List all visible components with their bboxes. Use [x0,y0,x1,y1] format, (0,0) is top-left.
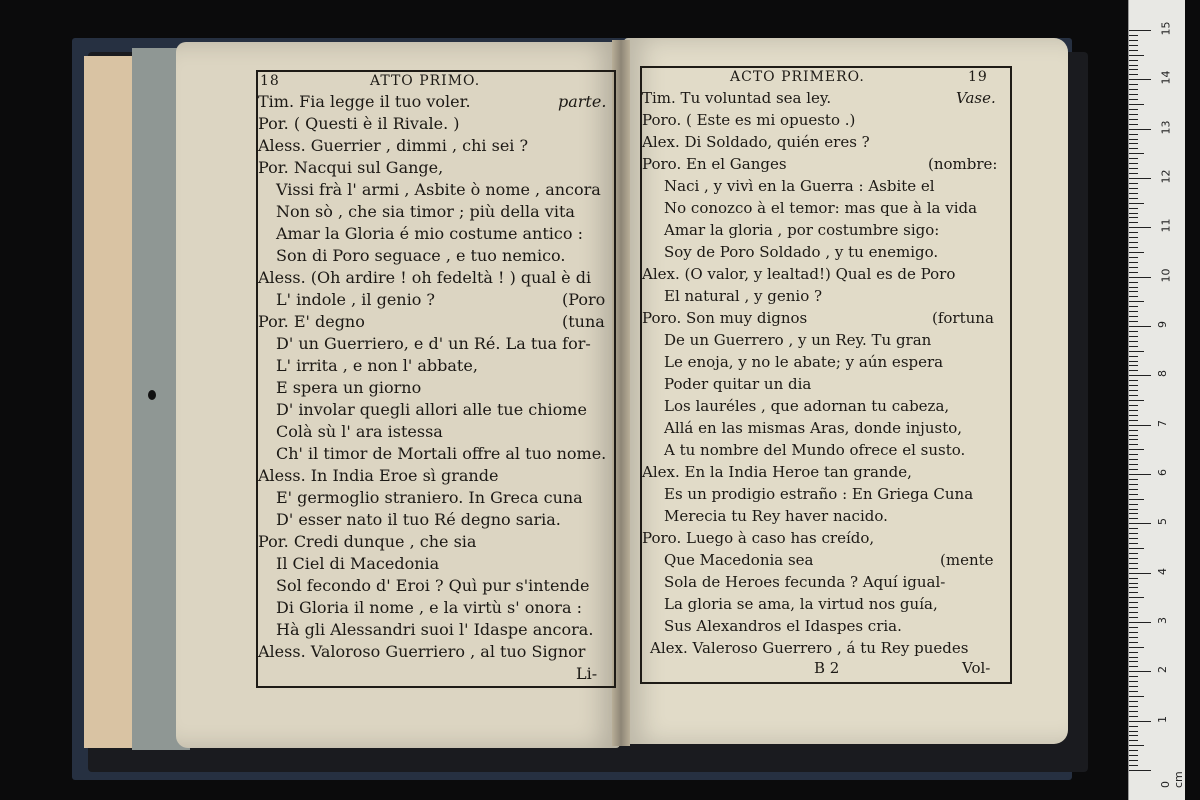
ruler-number: 13 [1159,120,1173,135]
ruler-minor-tick [1129,311,1138,312]
ruler-minor-tick [1129,558,1138,559]
right-line: Es un prodigio estraño : En Griega Cuna [664,485,974,503]
ruler-minor-tick [1129,435,1138,436]
ruler-minor-tick [1129,50,1138,51]
ruler-minor-tick [1129,755,1138,756]
right-line: Poro. ( Este es mi opuesto .) [642,111,856,129]
right-line: Sola de Heroes fecunda ? Aquí igual- [664,573,946,591]
ruler-minor-tick [1129,114,1138,115]
ruler-minor-tick [1129,198,1138,199]
ruler-minor-tick [1129,316,1138,317]
ruler-minor-tick [1129,661,1138,662]
ruler-number: 2 [1156,666,1169,674]
ruler-major-tick [1129,425,1151,426]
left-turnover: (Poro [562,290,606,309]
ruler-minor-tick [1129,272,1138,273]
ruler-minor-tick [1129,282,1138,283]
ruler-minor-tick [1129,287,1138,288]
left-line: Sol fecondo d' Eroi ? Quì pur s'intende [276,576,590,595]
ruler-minor-tick [1129,257,1138,258]
ruler-minor-tick [1129,390,1138,391]
ruler-minor-tick [1129,217,1138,218]
ruler-minor-tick [1129,69,1138,70]
left-turnover: (tuna [562,312,605,331]
ruler-minor-tick [1129,637,1138,638]
ruler-minor-tick [1129,587,1138,588]
ruler-minor-tick [1129,568,1138,569]
ruler-minor-tick [1129,410,1138,411]
right-catchword: Vol- [962,659,991,677]
ruler-minor-tick [1129,499,1144,500]
right-line: Alex. En la India Heroe tan grande, [642,463,912,481]
ruler-number: 1 [1156,715,1169,723]
right-line: Poro. Luego à caso has creído, [642,529,875,547]
left-line: Hà gli Alessandri suoi l' Idaspe ancora. [276,620,594,639]
left-line: Aless. (Oh ardire ! oh fedeltà ! ) qual è di [258,268,592,287]
ruler-minor-tick [1129,148,1138,149]
ruler-minor-tick [1129,336,1138,337]
ruler-minor-tick [1129,321,1138,322]
left-line: E' germoglio straniero. In Greca cuna [276,488,583,507]
ruler-minor-tick [1129,479,1138,480]
ruler-minor-tick [1129,657,1138,658]
ruler-minor-tick [1129,291,1138,292]
ruler-minor-tick [1129,139,1138,140]
ruler-minor-tick [1129,84,1138,85]
ruler-minor-tick [1129,99,1138,100]
ruler-minor-tick [1129,301,1144,302]
ruler-number: 6 [1156,469,1169,476]
ruler-minor-tick [1129,548,1144,549]
ruler-minor-tick [1129,765,1138,766]
ruler-minor-tick [1129,464,1138,465]
ruler-minor-tick [1129,583,1138,584]
ruler-minor-tick [1129,356,1138,357]
ruler-number: 8 [1156,370,1169,378]
ruler-number: 11 [1159,218,1173,233]
ruler-minor-tick [1129,395,1138,396]
ruler-minor-tick [1129,740,1138,741]
left-line: Vissi frà l' armi , Asbite ò nome , ancora [276,180,601,199]
right-line: Le enoja, y no le abate; y aún espera [664,353,944,371]
ruler-minor-tick [1129,306,1138,307]
ruler-minor-tick [1129,607,1138,608]
ruler-minor-tick [1129,489,1138,490]
ruler-major-tick [1129,277,1151,278]
right-turnover: (mente [940,551,994,569]
binding-hole [148,390,156,400]
ruler-major-tick [1129,671,1151,672]
ruler-minor-tick [1129,119,1138,120]
right-turnover: (fortuna [932,309,994,327]
ruler-minor-tick [1129,45,1138,46]
ruler-minor-tick [1129,553,1138,554]
ruler-minor-tick [1129,760,1138,761]
ruler-minor-tick [1129,538,1138,539]
ruler-minor-tick [1129,706,1138,707]
ruler-major-tick [1129,30,1151,31]
ruler-minor-tick [1129,237,1138,238]
ruler-minor-tick [1129,405,1138,406]
ruler-minor-tick [1129,627,1138,628]
ruler-minor-tick [1129,252,1144,253]
ruler-minor-tick [1129,533,1138,534]
right-line: Naci , y vivì en la Guerra : Asbite el [664,177,935,195]
ruler-minor-tick [1129,449,1144,450]
right-line: Alex. Di Soldado, quién eres ? [642,133,870,151]
ruler-minor-tick [1129,711,1138,712]
ruler-major-tick [1129,721,1151,722]
left-line: Aless. In India Eroe sì grande [258,466,499,485]
right-line: No conozco à el temor: mas que à la vida [664,199,978,217]
ruler-minor-tick [1129,242,1138,243]
ruler-minor-tick [1129,89,1138,90]
ruler-minor-tick [1129,681,1138,682]
left-line: Por. E' degno [258,312,365,331]
right-line: Allá en las mismas Aras, donde injusto, [664,419,963,437]
ruler-major-tick [1129,326,1151,327]
ruler-minor-tick [1129,203,1144,204]
ruler-minor-tick [1129,94,1138,95]
left-stage-direction: parte. [558,92,607,111]
ruler-minor-tick [1129,124,1138,125]
left-line: Son di Poro seguace , e tuo nemico. [276,246,566,265]
ruler-minor-tick [1129,351,1144,352]
ruler-minor-tick [1129,232,1138,233]
right-line: El natural , y genio ? [664,287,823,305]
ruler-number: 3 [1156,617,1169,624]
ruler-minor-tick [1129,385,1138,386]
ruler-minor-tick [1129,494,1138,495]
ruler-minor-tick [1129,341,1138,342]
ruler-minor-tick [1129,745,1144,746]
ruler-minor-tick [1129,592,1138,593]
right-line: Amar la gloria , por costumbre sigo: [664,221,940,239]
ruler-number: 4 [1156,567,1169,575]
right-page-number: 19 [968,69,988,85]
ruler-minor-tick [1129,74,1138,75]
right-line: Poder quitar un dia [664,375,812,393]
measurement-ruler [1128,0,1185,800]
ruler-minor-tick [1129,380,1138,381]
ruler-minor-tick [1129,415,1138,416]
ruler-minor-tick [1129,439,1138,440]
left-line: Non sò , che sia timor ; più della vita [276,202,575,221]
ruler-minor-tick [1129,55,1144,56]
ruler-minor-tick [1129,602,1138,603]
ruler-minor-tick [1129,597,1144,598]
ruler-minor-tick [1129,666,1138,667]
ruler-number: 15 [1159,21,1173,36]
ruler-minor-tick [1129,686,1138,687]
ruler-minor-tick [1129,153,1144,154]
right-stage-direction: Vase. [956,89,996,107]
ruler-minor-tick [1129,188,1138,189]
ruler-minor-tick [1129,454,1138,455]
ruler-minor-tick [1129,183,1138,184]
ruler-minor-tick [1129,370,1138,371]
left-line: Colà sù l' ara istessa [276,422,443,441]
ruler-minor-tick [1129,193,1138,194]
right-line: Tim. Tu voluntad sea ley. [642,89,832,107]
ruler-minor-tick [1129,208,1138,209]
ruler-minor-tick [1129,109,1138,110]
ruler-minor-tick [1129,262,1138,263]
ruler-major-tick [1129,474,1151,475]
right-line: De un Guerrero , y un Rey. Tu gran [664,331,932,349]
right-line: Poro. Son muy dignos [642,309,808,327]
ruler-minor-tick [1129,163,1138,164]
ruler-minor-tick [1129,578,1138,579]
left-line: Aless. Guerrier , dimmi , chi sei ? [258,136,529,155]
left-page-header: ATTO PRIMO. [370,73,481,89]
left-line: Por. Credi dunque , che sia [258,532,477,551]
ruler-minor-tick [1129,346,1138,347]
ruler-minor-tick [1129,509,1138,510]
signature-mark: B 2 [814,659,840,677]
ruler-minor-tick [1129,331,1138,332]
left-line: Il Ciel di Macedonia [276,554,440,573]
left-page-number: 18 [260,73,280,89]
ruler-minor-tick [1129,267,1138,268]
right-line: Alex. Valeroso Guerrero , á tu Rey puedes [650,639,969,657]
ruler-minor-tick [1129,35,1138,36]
right-line: Que Macedonia sea [664,551,814,569]
left-line: D' involar quegli allori alle tue chiome [276,400,587,419]
ruler-minor-tick [1129,528,1138,529]
left-line: Amar la Gloria é mio costume antico : [276,224,583,243]
left-line: Ch' il timor de Mortali offre al tuo nome. [276,444,607,463]
ruler-minor-tick [1129,513,1138,514]
ruler-minor-tick [1129,104,1144,105]
ruler-major-tick [1129,79,1151,80]
ruler-minor-tick [1129,400,1144,401]
ruler-minor-tick [1129,143,1138,144]
right-line: A tu nombre del Mundo ofrece el susto. [664,441,966,459]
left-line: Aless. Valoroso Guerriero , al tuo Signor [258,642,586,661]
left-line: L' irrita , e non l' abbate, [276,356,478,375]
ruler-number: 9 [1156,321,1169,328]
ruler-minor-tick [1129,430,1138,431]
ruler-minor-tick [1129,504,1138,505]
ruler-minor-tick [1129,642,1138,643]
ruler-major-tick [1129,573,1151,574]
left-line: L' indole , il genio ? [276,290,435,309]
ruler-major-tick [1129,523,1151,524]
left-line: E spera un giorno [276,378,422,397]
ruler-major-tick [1129,622,1151,623]
right-line: Sus Alexandros el Idaspes cria. [664,617,902,635]
ruler-minor-tick [1129,696,1144,697]
left-line: Tim. Fia legge il tuo voler. [258,92,471,111]
ruler-major-tick [1129,129,1151,130]
ruler-minor-tick [1129,518,1138,519]
ruler-minor-tick [1129,543,1138,544]
ruler-number: 12 [1159,169,1173,184]
ruler-minor-tick [1129,691,1138,692]
ruler-number: 0 cm [1159,771,1185,788]
left-line: D' esser nato il tuo Ré degno saria. [276,510,561,529]
ruler-minor-tick [1129,444,1138,445]
ruler-minor-tick [1129,65,1138,66]
ruler-minor-tick [1129,213,1138,214]
right-line: Soy de Poro Soldado , y tu enemigo. [664,243,939,261]
ruler-major-tick [1129,770,1151,771]
ruler-minor-tick [1129,361,1138,362]
ruler-minor-tick [1129,158,1138,159]
ruler-minor-tick [1129,750,1138,751]
ruler-minor-tick [1129,420,1138,421]
right-line: La gloria se ama, la virtud nos guía, [664,595,938,613]
ruler-minor-tick [1129,716,1138,717]
ruler-number: 7 [1156,419,1169,427]
ruler-minor-tick [1129,563,1138,564]
ruler-minor-tick [1129,612,1138,613]
ruler-minor-tick [1129,222,1138,223]
ruler-minor-tick [1129,735,1138,736]
ruler-number: 5 [1156,518,1169,526]
ruler-minor-tick [1129,296,1138,297]
left-line: Por. Nacqui sul Gange, [258,158,444,177]
left-line: D' un Guerriero, e d' un Ré. La tua for- [276,334,591,353]
right-page-header: ACTO PRIMERO. [730,69,865,85]
left-catchword: Li- [576,664,598,683]
ruler-minor-tick [1129,726,1138,727]
left-line: Por. ( Questi è il Rivale. ) [258,114,460,133]
ruler-minor-tick [1129,134,1138,135]
ruler-minor-tick [1129,247,1138,248]
right-line: Alex. (O valor, y lealtad!) Qual es de Poro [642,265,956,283]
ruler-minor-tick [1129,60,1138,61]
ruler-minor-tick [1129,632,1138,633]
ruler-minor-tick [1129,40,1138,41]
ruler-minor-tick [1129,617,1138,618]
ruler-minor-tick [1129,168,1138,169]
left-line: Di Gloria il nome , e la virtù s' onora : [276,598,582,617]
ruler-minor-tick [1129,469,1138,470]
right-turnover: (nombre: [928,155,998,173]
ruler-major-tick [1129,178,1151,179]
ruler-minor-tick [1129,731,1138,732]
ruler-major-tick [1129,375,1151,376]
ruler-major-tick [1129,227,1151,228]
ruler-minor-tick [1129,647,1144,648]
right-line: Los lauréles , que adornan tu cabeza, [664,397,950,415]
ruler-minor-tick [1129,459,1138,460]
right-line: Merecia tu Rey haver nacido. [664,507,888,525]
ruler-minor-tick [1129,652,1138,653]
ruler-number: 14 [1159,70,1173,85]
ruler-minor-tick [1129,484,1138,485]
right-line: Poro. En el Ganges [642,155,787,173]
ruler-minor-tick [1129,676,1138,677]
ruler-number: 10 [1159,268,1173,283]
ruler-minor-tick [1129,701,1138,702]
ruler-minor-tick [1129,365,1138,366]
ruler-minor-tick [1129,173,1138,174]
